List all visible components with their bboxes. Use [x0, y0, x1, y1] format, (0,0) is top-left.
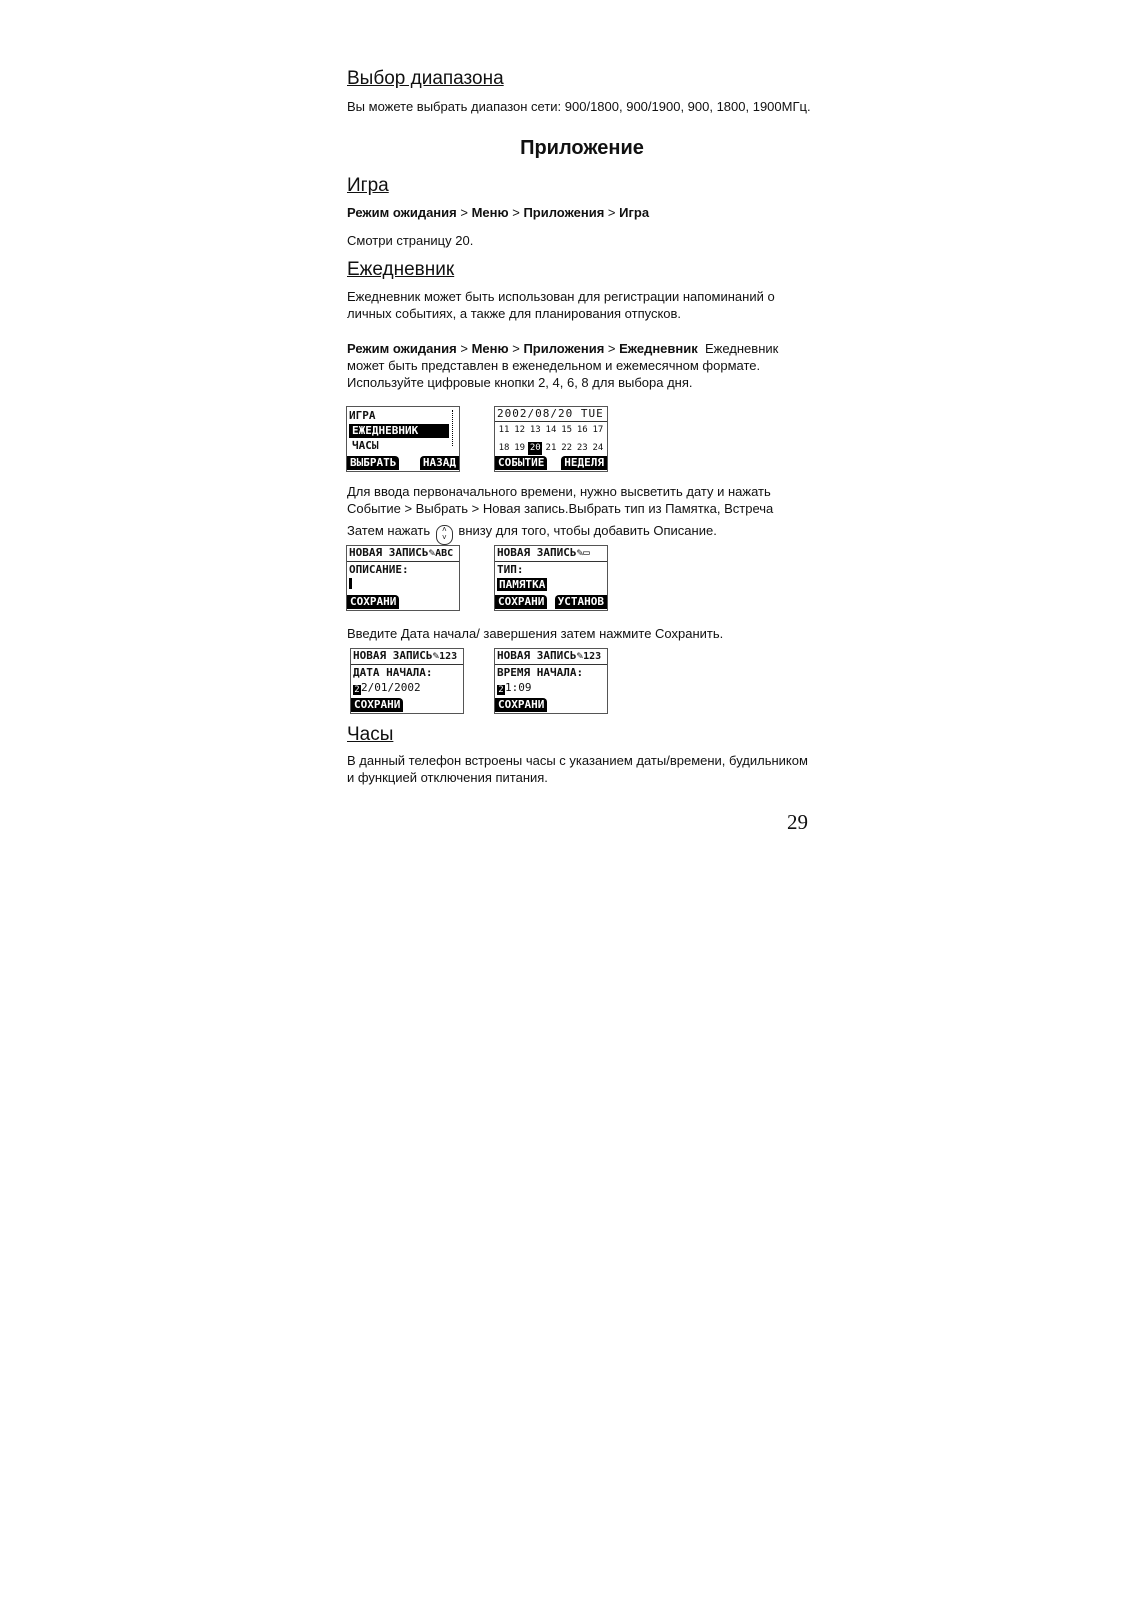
calendar-day[interactable]: 15 [561, 425, 573, 435]
save-softkey[interactable]: СОХРАНИ [351, 698, 403, 712]
new-entry-desc-screen [346, 545, 460, 611]
calendar-day[interactable]: 13 [529, 425, 541, 435]
organizer-para2: Для ввода первоначального времени, нужно высветить дату и нажать Событие > Выбрать > Новая запись.Выбрать тип из Памятка, Встреча [347, 484, 774, 516]
start-date-screen [350, 648, 464, 714]
band-text: Вы можете выбрать диапазон сети: 900/1800, 900/1900, 900, 1800, 1900МГц. [347, 99, 811, 114]
calendar-day[interactable]: 18 [498, 443, 510, 453]
calendar-week [497, 424, 605, 437]
menu-screen [346, 406, 460, 472]
calendar-day[interactable]: 24 [592, 443, 604, 453]
scrollbar [452, 410, 457, 446]
pen-icon: ✎ [576, 546, 584, 559]
lock-icon: ▭ [583, 546, 590, 559]
calendar-day[interactable]: 17 [592, 425, 604, 435]
organizer-path-tail: Ежедневник может быть представлен в еженедельном и ежемесячном формате. Используйте цифровые кнопки 2, 4, 6, 8 для выбора дня. [347, 341, 779, 390]
page-number: 29 [787, 810, 808, 834]
pen-icon: ✎ [576, 649, 584, 662]
path-step: Меню [471, 205, 509, 220]
calendar-day[interactable]: 11 [498, 425, 510, 435]
menu-item: ИГРА [349, 409, 376, 422]
save-softkey[interactable]: СОХРАНИ [347, 595, 399, 609]
nav-key-icon: ˄ ˅ [436, 525, 453, 545]
calendar-day[interactable]: 22 [561, 443, 573, 453]
select-softkey[interactable]: ВЫБРАТЬ [347, 456, 399, 470]
path-step: Приложения [523, 205, 605, 220]
organizer-para3: Затем нажать ˄ ˅ внизу для того, чтобы добавить Описание. [347, 522, 817, 545]
calendar-week [497, 442, 605, 455]
calendar-day[interactable]: 16 [576, 425, 588, 435]
organizer-heading: Ежедневник [347, 259, 455, 280]
save-softkey[interactable]: СОХРАНИ [495, 595, 547, 609]
path-step: Меню [471, 341, 509, 356]
game-heading: Игра [347, 175, 389, 196]
field-label: ТИП: [497, 563, 524, 576]
save-softkey[interactable]: СОХРАНИ [495, 698, 547, 712]
date-input[interactable]: 22/01/2002 [354, 681, 421, 695]
calendar-day[interactable]: 12 [514, 425, 526, 435]
pen-icon: ✎ [432, 649, 440, 662]
path-step: Режим ожидания [347, 205, 457, 220]
clock-text: В данный телефон встроены часы с указанием даты/времени, будильником и функцией отключения питания. [347, 753, 808, 785]
screen-header: НОВАЯ ЗАПИСЬ✎123 [495, 649, 607, 665]
clock-heading: Часы [347, 724, 394, 745]
path-step: Ежедневник [619, 341, 698, 356]
back-softkey[interactable]: НАЗАД [420, 456, 459, 470]
section-title: Приложение [520, 137, 644, 159]
organizer-para4: Введите Дата начала/ завершения затем нажмите Сохранить. [347, 626, 724, 641]
organizer-path: Режим ожидания > Меню > Приложения > Ежедневник Ежедневник может быть представлен в еженедельном и ежемесячном формате. Используйте цифровые кнопки 2, 4, 6, 8 для выбора дня. [347, 341, 779, 390]
menu-item: ЧАСЫ [352, 439, 379, 452]
calendar-day[interactable]: 21 [545, 443, 557, 453]
set-softkey[interactable]: УСТАНОВ [555, 595, 607, 609]
input-mode: 123 [439, 651, 458, 662]
screen-header: НОВАЯ ЗАПИСЬ✎123 [351, 649, 463, 665]
path-step: Приложения [523, 341, 605, 356]
band-heading: Выбор диапазона [347, 68, 504, 89]
text-cursor[interactable] [349, 578, 457, 592]
type-value[interactable]: ПАМЯТКА [499, 578, 546, 591]
start-time-screen [494, 648, 608, 714]
field-label: ОПИСАНИЕ: [349, 563, 409, 576]
screen-header: НОВАЯ ЗАПИСЬ✎ABC [347, 546, 459, 562]
game-text: Смотри страницу 20. [347, 233, 474, 248]
input-mode: 123 [583, 651, 602, 662]
organizer-intro: Ежедневник может быть использован для регистрации напоминаний о личных событиях, а также для планирования отпусков. [347, 289, 775, 321]
calendar-date-header: 2002/08/20 TUE [495, 407, 607, 422]
field-label: ВРЕМЯ НАЧАЛА: [497, 666, 584, 679]
path-step: Игра [619, 205, 650, 220]
path-step: Режим ожидания [347, 341, 457, 356]
calendar-day[interactable]: 19 [514, 443, 526, 453]
calendar-day[interactable]: 23 [576, 443, 588, 453]
pen-icon: ✎ [428, 546, 436, 559]
new-entry-type-screen [494, 545, 608, 611]
screen-header: НОВАЯ ЗАПИСЬ✎▭ [495, 546, 607, 562]
input-mode: ABC [435, 548, 454, 559]
week-softkey[interactable]: НЕДЕЛЯ [561, 456, 607, 470]
game-path: Режим ожидания > Меню > Приложения > Игра [347, 205, 650, 220]
menu-item-selected: ЕЖЕДНЕВНИК [349, 424, 449, 438]
calendar-day-selected[interactable]: 20 [529, 443, 541, 453]
field-label: ДАТА НАЧАЛА: [353, 666, 433, 679]
event-softkey[interactable]: СОБЫТИЕ [495, 456, 547, 470]
time-input[interactable]: 21:09 [498, 681, 532, 695]
calendar-day[interactable]: 14 [545, 425, 557, 435]
calendar-screen [494, 406, 608, 472]
